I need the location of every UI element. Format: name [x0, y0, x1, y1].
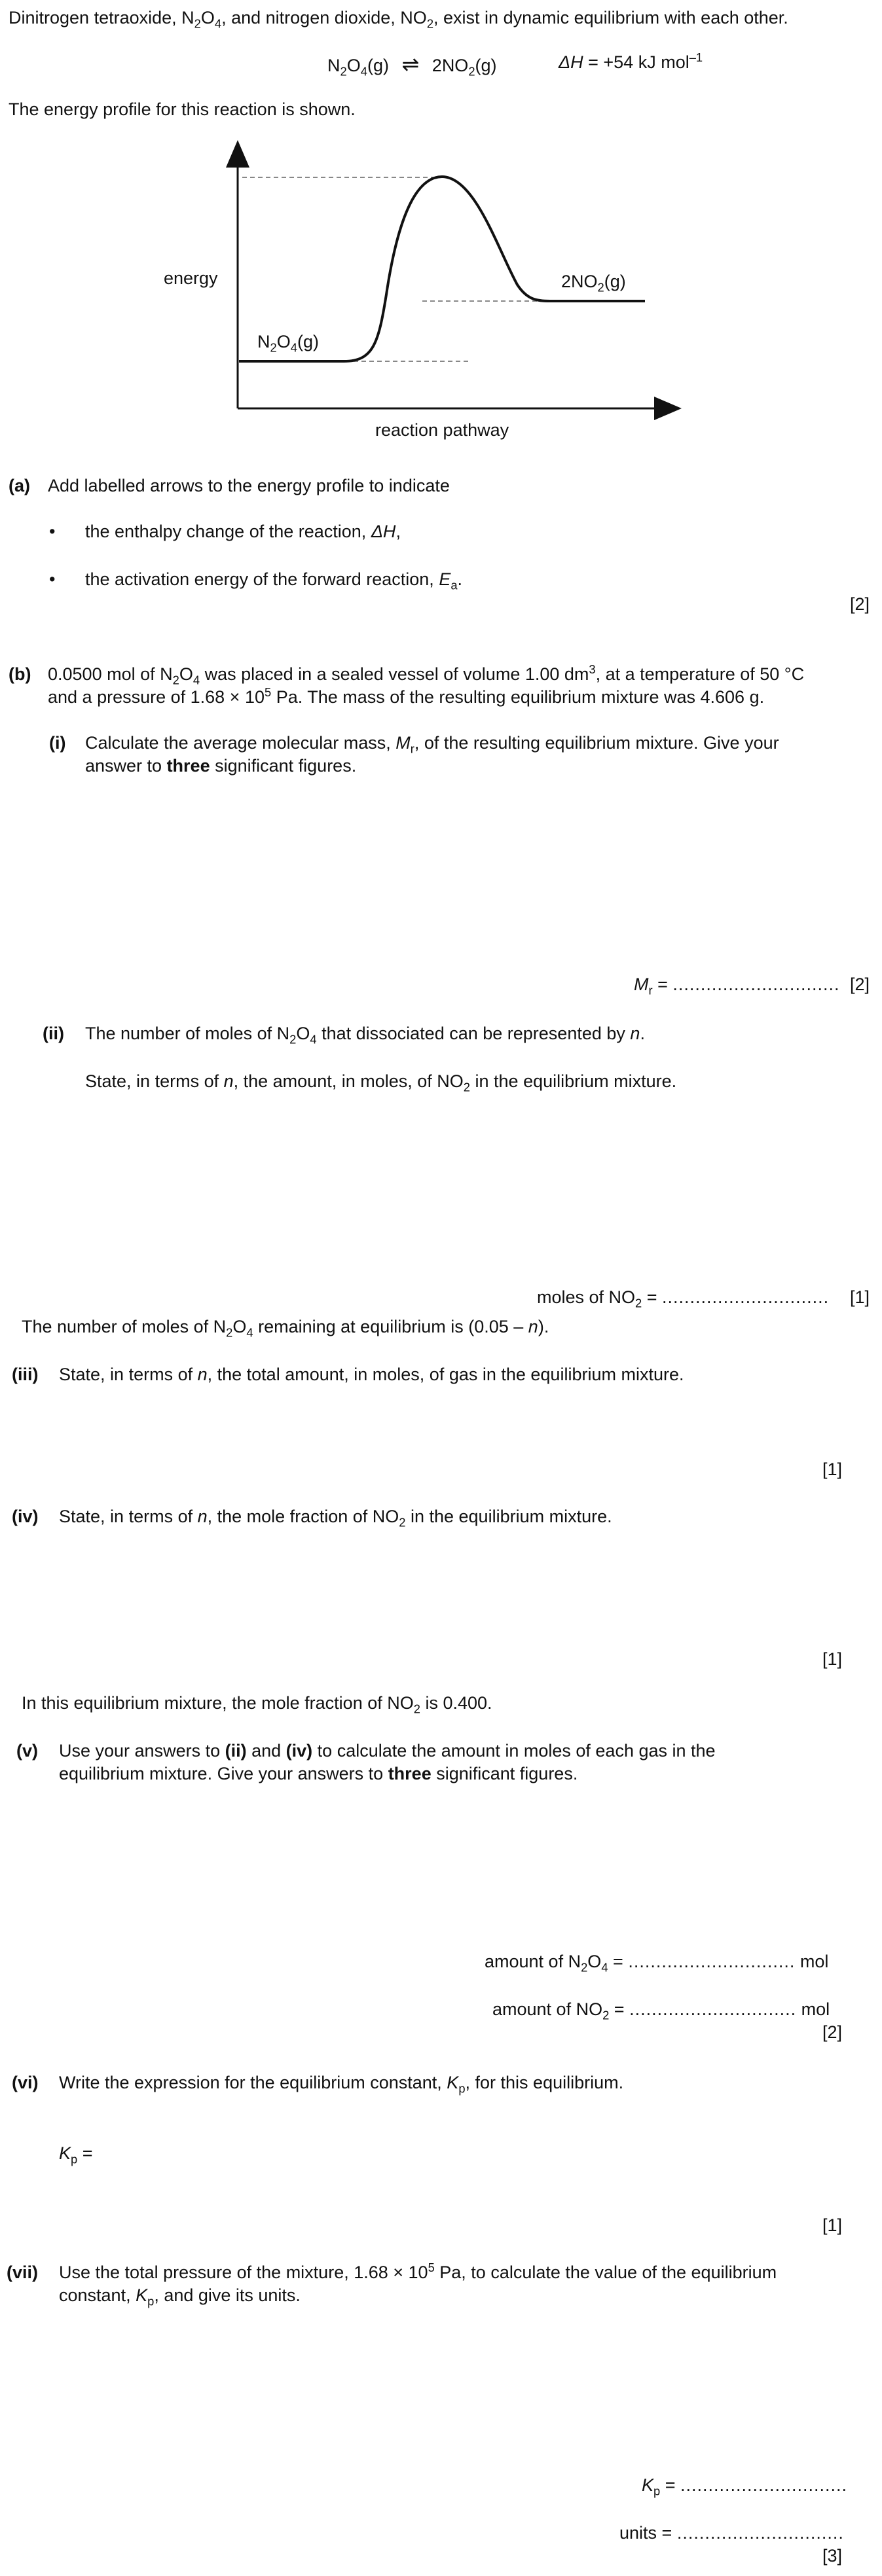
question-iii-text — [59, 1363, 684, 1386]
marks-iii: [1] — [822, 1459, 843, 1479]
ans-sub: 2 — [581, 1960, 588, 1975]
qi-bold: three — [166, 756, 210, 776]
question-i-label: (i) — [49, 733, 66, 753]
qi-part: , of the resulting equilibrium mixture. Give your — [414, 733, 779, 753]
bullet-icon: • — [49, 569, 56, 589]
n-symbol: n — [223, 1071, 234, 1091]
qiv-part: in the equilibrium mixture. — [405, 1507, 612, 1526]
ans-part: = — [609, 1999, 630, 2019]
answer-dots[interactable]: .............................. — [662, 1287, 830, 1307]
rem-part: The number of moles of N — [22, 1317, 227, 1336]
qv-part: and — [246, 1741, 286, 1761]
qvii-part: , and give its units. — [154, 2285, 301, 2305]
qb-part: O — [179, 664, 193, 684]
qvii-part: Pa, to calculate the value of the equilibrium — [434, 2263, 777, 2282]
qii-part: O — [296, 1024, 310, 1043]
mole-fraction-statement — [22, 1692, 492, 1715]
bullet-sub: a — [450, 578, 458, 592]
qii-sub: 2 — [463, 1080, 471, 1094]
question-v-label: (v) — [16, 1741, 38, 1761]
n-symbol: n — [528, 1317, 538, 1336]
qv-part: significant figures. — [431, 1764, 578, 1783]
qv-part: Use your answers to — [59, 1741, 225, 1761]
qii-sub: 2 — [289, 1032, 297, 1046]
question-b-line-2 — [48, 686, 764, 709]
qb-sub: 4 — [193, 673, 200, 687]
rem-part: remaining at equilibrium is (0.05 – — [253, 1317, 528, 1336]
energy-profile-diagram — [0, 131, 882, 445]
dh-sup: –1 — [689, 50, 703, 64]
eq-part: O — [346, 56, 361, 75]
rem-sub: 2 — [226, 1325, 233, 1340]
mr-sub: r — [648, 983, 653, 997]
qiii-part: , the total amount, in moles, of gas in the equilibrium mixture. — [207, 1365, 684, 1384]
qii-sub: 4 — [310, 1032, 317, 1046]
kp-value-answer-line[interactable] — [642, 2474, 847, 2497]
intro-text — [9, 7, 788, 29]
reactant-part: O — [276, 332, 291, 351]
equilibrium-equation — [327, 51, 497, 79]
n-symbol: n — [197, 1365, 208, 1384]
marks-vii: [3] — [822, 2546, 843, 2566]
no2-amount-answer-line[interactable] — [492, 1998, 830, 2021]
question-v-line-2 — [59, 1762, 578, 1785]
bullet-text: the enthalpy change of the reaction, — [85, 522, 371, 541]
qiv-part: State, in terms of — [59, 1507, 198, 1526]
eq-part: (g) — [475, 56, 497, 75]
ans-unit: mol — [795, 1952, 829, 1971]
bullet-text: . — [457, 569, 463, 589]
ans-sub: 2 — [602, 2008, 610, 2022]
n2o4-amount-answer-line[interactable] — [485, 1950, 828, 1973]
product-part: 2NO — [561, 272, 598, 291]
eq-sub: 2 — [340, 64, 347, 79]
qi-sub: r — [410, 742, 414, 756]
kp-symbol: K — [447, 2073, 459, 2092]
bullet-icon: • — [49, 522, 56, 541]
mr-answer-line[interactable] — [634, 973, 839, 996]
qv-bold: (ii) — [225, 1741, 247, 1761]
answer-dots[interactable]: .............................. — [629, 1999, 797, 2019]
rem-part: O — [232, 1317, 247, 1336]
ans-sub: 4 — [601, 1960, 608, 1975]
intro-sub: 2 — [426, 16, 434, 31]
intro-sub: 4 — [214, 16, 222, 31]
kp-sub: p — [71, 2152, 78, 2166]
qii-part: The number of moles of N — [85, 1024, 290, 1043]
question-iv-label: (iv) — [12, 1507, 39, 1526]
qii-part: in the equilibrium mixture. — [470, 1071, 677, 1091]
reactant-sub: 2 — [270, 340, 277, 355]
ans-part: moles of NO — [537, 1287, 636, 1307]
qv-bold: (iv) — [285, 1741, 313, 1761]
rem-sub: 4 — [246, 1325, 253, 1340]
question-a-bullet-2 — [85, 568, 462, 591]
no2-moles-answer-line[interactable] — [537, 1286, 829, 1309]
question-i-line-2 — [85, 755, 356, 778]
mf-sub: 2 — [413, 1702, 420, 1716]
eq-part: 2NO — [432, 56, 469, 75]
delta-h-symbol: ΔH — [559, 52, 583, 72]
eq-part: N — [327, 56, 340, 75]
reactant-part: (g) — [297, 332, 319, 351]
question-vii-line-2 — [59, 2284, 301, 2307]
ans-part: O — [587, 1952, 602, 1971]
marks-vi: [1] — [822, 2215, 843, 2235]
marks-iv: [1] — [822, 1649, 843, 1669]
qii-part: State, in terms of — [85, 1071, 224, 1091]
reactant-label — [257, 331, 319, 353]
qi-symbol: M — [395, 733, 411, 753]
kp-expression-field[interactable] — [59, 2142, 93, 2165]
qi-part: significant figures. — [210, 756, 357, 776]
ans-unit: mol — [796, 1999, 830, 2019]
qvii-part: constant, — [59, 2285, 136, 2305]
qiii-part: State, in terms of — [59, 1365, 198, 1384]
qvi-part: , for this equilibrium. — [465, 2073, 624, 2092]
marks-ii: [1] — [850, 1287, 870, 1307]
question-vii-label: (vii) — [7, 2263, 39, 2282]
answer-dots[interactable]: .............................. — [628, 1952, 796, 1971]
kp-eq: = — [77, 2143, 93, 2163]
ans-part: = — [608, 1952, 629, 1971]
intro-part: Dinitrogen tetraoxide, N — [9, 8, 194, 27]
qb-part: 0.0500 mol of N — [48, 664, 173, 684]
delta-h-symbol: ΔH — [371, 522, 396, 541]
ans-part: = — [642, 1287, 663, 1307]
kp-sub: p — [653, 2484, 661, 2498]
question-a-bullet-1 — [85, 520, 401, 543]
n-symbol: n — [197, 1507, 208, 1526]
question-b-line-1 — [48, 663, 804, 686]
qvi-part: Write the expression for the equilibrium constant, — [59, 2073, 447, 2092]
question-i-line-1 — [85, 732, 779, 755]
question-iv-text — [59, 1505, 612, 1528]
question-vi-label: (vi) — [12, 2073, 39, 2092]
reactant-sub: 4 — [290, 340, 297, 355]
ans-sub: 2 — [635, 1296, 642, 1310]
enthalpy-value — [559, 51, 703, 74]
profile-intro: The energy profile for this reaction is shown. — [9, 99, 356, 119]
equilibrium-arrow-icon: ⇌ — [401, 52, 420, 76]
marks-a: [2] — [850, 594, 870, 614]
kp-sub: p — [147, 2294, 155, 2308]
qv-part: to calculate the amount in moles of each gas in the — [312, 1741, 716, 1761]
answer-dots[interactable]: .............................. — [672, 975, 840, 994]
n-symbol: n — [630, 1024, 640, 1043]
qv-bold: three — [388, 1764, 432, 1783]
qi-part: Calculate the average molecular mass, — [85, 733, 396, 753]
qb-part: and a pressure of 1.68 × 10 — [48, 687, 265, 707]
activation-energy-symbol: E — [439, 569, 451, 589]
rem-part: ). — [538, 1317, 549, 1336]
ans-part: amount of N — [485, 1952, 581, 1971]
answer-dots[interactable]: .............................. — [680, 2475, 848, 2495]
pathway-axis-label: reaction pathway — [375, 420, 509, 440]
kp-units-answer-line[interactable] — [619, 2522, 844, 2545]
mr-symbol: M — [634, 975, 649, 994]
intro-part: , and nitrogen dioxide, NO — [221, 8, 427, 27]
qiv-part: , the mole fraction of NO — [207, 1507, 399, 1526]
eq-sub: 2 — [468, 64, 475, 79]
ans-part: = — [660, 2475, 681, 2495]
question-ii-line-2 — [85, 1070, 676, 1093]
intro-part: O — [200, 8, 215, 27]
marks-v: [2] — [822, 2022, 843, 2042]
kp-sub: p — [458, 2081, 466, 2096]
kp-symbol: K — [59, 2143, 71, 2163]
qii-part: that dissociated can be represented by — [316, 1024, 631, 1043]
qvii-part: Use the total pressure of the mixture, 1.68 × 10 — [59, 2263, 428, 2282]
product-sub: 2 — [597, 280, 604, 295]
product-label — [561, 270, 626, 293]
mf-part: is 0.400. — [420, 1693, 492, 1713]
qi-part: answer to — [85, 756, 167, 776]
marks-i: [2] — [850, 975, 870, 994]
reactant-part: N — [257, 332, 270, 351]
question-iii-label: (iii) — [12, 1365, 39, 1384]
question-ii-label: (ii) — [43, 1024, 64, 1043]
mr-eq: = — [652, 975, 673, 994]
qb-part: Pa. The mass of the resulting equilibrium mixture was 4.606 g. — [271, 687, 765, 707]
question-b-label: (b) — [9, 664, 31, 684]
qb-part: , at a temperature of 50 °C — [595, 664, 805, 684]
answer-dots[interactable]: .............................. — [676, 2523, 844, 2543]
question-v-line-1 — [59, 1740, 716, 1762]
intro-sub: 2 — [194, 16, 201, 31]
question-a-text: Add labelled arrows to the energy profile to indicate — [48, 476, 450, 495]
qb-sup: 5 — [265, 685, 272, 699]
kp-symbol: K — [136, 2285, 148, 2305]
eq-sub: 4 — [360, 64, 367, 79]
qv-part: equilibrium mixture. Give your answers to — [59, 1764, 388, 1783]
qii-part: , the amount, in moles, of NO — [233, 1071, 464, 1091]
eq-part: (g) — [367, 56, 389, 75]
question-ii-line-1 — [85, 1022, 645, 1045]
qb-sub: 2 — [172, 673, 179, 687]
remaining-statement — [22, 1315, 549, 1338]
kp-symbol: K — [642, 2475, 654, 2495]
energy-axis-label: energy — [164, 268, 218, 288]
product-part: (g) — [604, 272, 626, 291]
qii-part: . — [640, 1024, 645, 1043]
question-vi-text — [59, 2071, 623, 2094]
qb-part: was placed in a sealed vessel of volume 1.00 dm — [200, 664, 589, 684]
question-a-label: (a) — [9, 476, 30, 495]
bullet-text: , — [395, 522, 401, 541]
qiv-sub: 2 — [399, 1515, 406, 1530]
bullet-text: the activation energy of the forward reaction, — [85, 569, 439, 589]
intro-part: , exist in dynamic equilibrium with each other. — [433, 8, 788, 27]
mf-part: In this equilibrium mixture, the mole fraction of NO — [22, 1693, 414, 1713]
ans-part: amount of NO — [492, 1999, 603, 2019]
qvii-sup: 5 — [428, 2261, 435, 2274]
ans-part: units = — [619, 2523, 677, 2543]
question-vii-line-1 — [59, 2261, 777, 2284]
dh-part: = +54 kJ mol — [583, 52, 689, 72]
qb-sup: 3 — [589, 662, 596, 676]
